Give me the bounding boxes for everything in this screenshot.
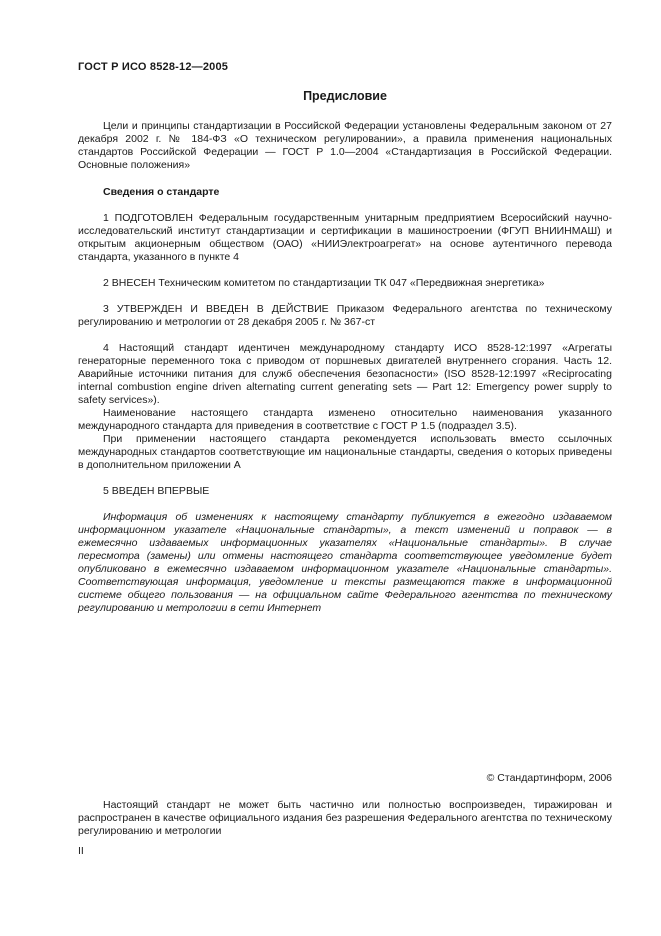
copyright-notice: © Стандартинформ, 2006	[486, 772, 612, 784]
standard-info-item-4-application-note: При применении настоящего стандарта рекомендуется использовать вместо ссылочных международных стандартов соответствующие им национальные стандарты, сведения о которых приведены в дополнительном приложении А	[78, 433, 612, 471]
page-number: II	[78, 845, 84, 857]
amendments-information-note: Информация об изменениях к настоящему стандарту публикуется в ежегодно издаваемом информационном указателе «Национальные стандарты», а текст изменений и поправок — в ежемесячно издаваемых информационных указателях «Национальные стандарты». В случае пересмотра (замены) или отмены настоящего стандарта соответствующее уведомление будет опубликовано в ежемесячно издаваемом информационном указателе «Национальные стандарты». Соответствующая информация, уведомление и тексты размещаются также в информационной системе общего пользования — на официальном сайте Федерального агентства по техническому регулированию и метрологии в сети Интернет	[78, 511, 612, 614]
standard-info-item-4: 4 Настоящий стандарт идентичен международному стандарту ИСО 8528-12:1997 «Агрегаты генераторные переменного тока с приводом от поршневых двигателей внутреннего сгорания. Часть 12. Аварийные источники питания для служб обеспечения безопасности» (ISO 8528-12:1997 «Reciprocating internal combustion engine driven alternating current generating sets — Part 12: Emergency power supply to safety services»).	[78, 342, 612, 406]
intro-paragraph: Цели и принципы стандартизации в Российской Федерации установлены Федеральным законом от 27 декабря 2002 г. № 184-ФЗ «О техническом регулировании», а правила применения национальных стандартов Российской Федерации — ГОСТ Р 1.0—2004 «Стандартизация в Российской Федерации. Основные положения»	[78, 120, 612, 171]
document-header-designation: ГОСТ Р ИСО 8528-12—2005	[78, 61, 229, 73]
page-title: Предисловие	[303, 89, 387, 103]
standard-info-item-1: 1 ПОДГОТОВЛЕН Федеральным государственным унитарным предприятием Всеросийский научно-исследовательский институт стандартизации и сертификации в машиностроении (ФГУП ВНИИНМАШ) и открытым акционерным обществом (ОАО) «НИИЭлектроагрегат» на основе аутентичного перевода стандарта, указанного в пункте 4	[78, 212, 612, 263]
section-heading-standard-info: Сведения о стандарте	[103, 186, 220, 198]
document-content	[78, 0, 612, 615]
standard-info-item-2: 2 ВНЕСЕН Техническим комитетом по стандартизации ТК 047 «Передвижная энергетика»	[103, 277, 545, 289]
standard-info-item-4-name-change-note: Наименование настоящего стандарта изменено относительно наименования указанного международного стандарта для приведения в соответствие с ГОСТ Р 1.5 (подраздел 3.5).	[78, 407, 612, 432]
reproduction-restriction-paragraph: Настоящий стандарт не может быть частично или полностью воспроизведен, тиражирован и распространен в качестве официального издания без разрешения Федерального агентства по техническому регулированию и метрологии	[78, 799, 612, 837]
standard-info-item-5: 5 ВВЕДЕН ВПЕРВЫЕ	[103, 485, 210, 497]
standard-info-item-3: 3 УТВЕРЖДЕН И ВВЕДЕН В ДЕЙСТВИЕ Приказом Федерального агентства по техническому регулированию и метрологии от 28 декабря 2005 г. № 367-ст	[78, 303, 612, 328]
